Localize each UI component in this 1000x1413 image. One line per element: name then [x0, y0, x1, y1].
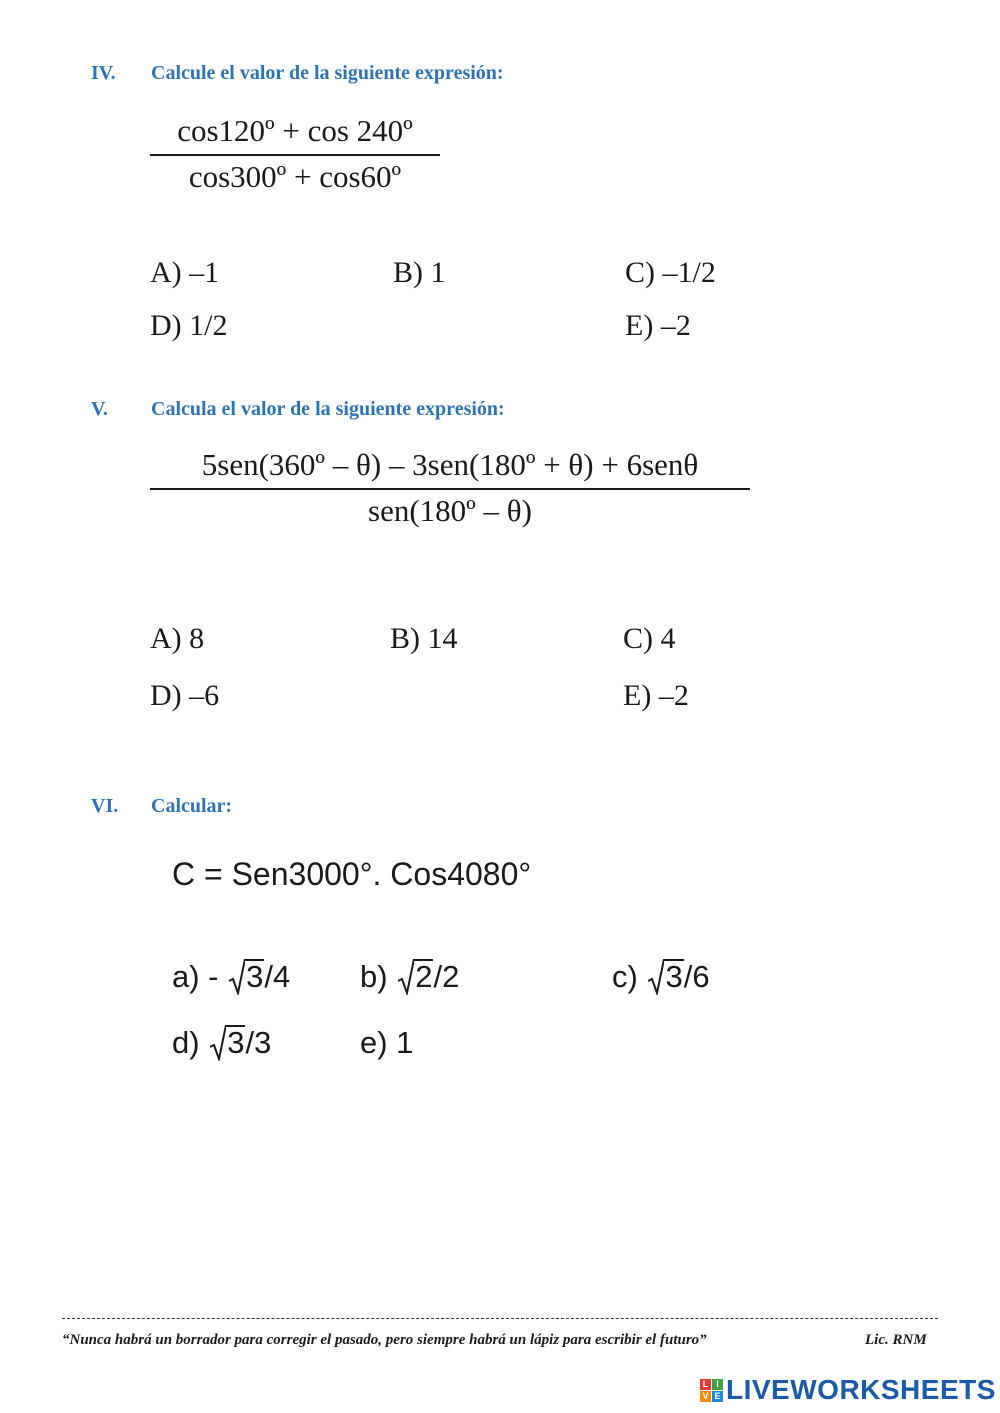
option-e[interactable]: E) –2 [623, 679, 689, 712]
logo-tile-e: E [712, 1391, 723, 1402]
radicand: 3 [227, 1025, 245, 1060]
option-b[interactable]: B) 14 [390, 622, 458, 655]
fraction-denominator: cos300º + cos60º [188, 159, 402, 194]
option-c[interactable] [612, 957, 710, 997]
sqrt-symbol [210, 1023, 245, 1063]
fraction-bar [150, 488, 750, 490]
option-prefix: b) [360, 959, 388, 994]
logo-tile-l: L [700, 1379, 711, 1390]
logo-tile-v: V [700, 1391, 711, 1402]
question-v-heading [91, 398, 505, 421]
question-title: Calcula el valor de la siguiente expresión: [151, 398, 505, 420]
option-suffix: /2 [433, 959, 460, 994]
fraction-bar [150, 154, 440, 156]
option-suffix: /4 [264, 959, 291, 994]
sqrt-symbol [398, 957, 433, 997]
option-b[interactable] [360, 957, 459, 997]
radicand: 3 [665, 959, 683, 994]
sqrt-symbol [648, 957, 683, 997]
radicand: 2 [415, 959, 433, 994]
radicand: 3 [246, 959, 264, 994]
option-d[interactable]: D) 1/2 [150, 309, 228, 342]
liveworksheets-icon [700, 1379, 723, 1402]
formula-c: C = Sen3000°. Cos4080° [172, 856, 532, 892]
option-c[interactable]: C) 4 [623, 622, 676, 655]
fraction-expression-v [150, 446, 750, 530]
question-number: IV. [91, 62, 116, 84]
question-number: V. [91, 398, 108, 420]
option-d[interactable]: D) –6 [150, 679, 220, 712]
option-d[interactable] [172, 1023, 271, 1063]
option-suffix: /3 [245, 1025, 272, 1060]
logo-tile-i: I [712, 1379, 723, 1390]
question-title: Calcular: [151, 795, 233, 817]
fraction-numerator: cos120º + cos 240º [177, 113, 413, 148]
question-title: Calcule el valor de la siguiente expresión: [151, 62, 504, 84]
option-prefix: c) [612, 959, 638, 994]
liveworksheets-logo[interactable] [700, 1374, 996, 1406]
sqrt-symbol [229, 957, 264, 997]
footer-author: Lic. RNM [865, 1332, 927, 1348]
fraction-numerator: 5sen(360º – θ) – 3sen(180º + θ) + 6senθ [201, 447, 699, 482]
footer-divider [62, 1318, 938, 1319]
option-c[interactable]: C) –1/2 [625, 256, 716, 289]
option-e[interactable]: E) –2 [625, 309, 691, 342]
fraction-denominator: sen(180º – θ) [368, 493, 532, 528]
option-e[interactable]: e) 1 [360, 1025, 414, 1060]
option-a[interactable] [172, 957, 290, 997]
question-iv-heading [91, 62, 504, 85]
footer-quote: “Nunca habrá un borrador para corregir el pasado, pero siempre habrá un lápiz para escribir el futuro” [62, 1332, 707, 1348]
brand-name: LIVEWORKSHEETS [726, 1374, 996, 1405]
option-a[interactable]: A) –1 [150, 256, 220, 289]
option-a[interactable]: A) 8 [150, 622, 205, 655]
option-prefix: d) [172, 1025, 200, 1060]
option-suffix: /6 [683, 959, 710, 994]
question-vi-heading [91, 795, 232, 818]
fraction-expression-iv [150, 112, 440, 196]
option-b[interactable]: B) 1 [393, 256, 446, 289]
question-number: VI. [91, 795, 119, 817]
option-prefix: a) - [172, 959, 219, 994]
